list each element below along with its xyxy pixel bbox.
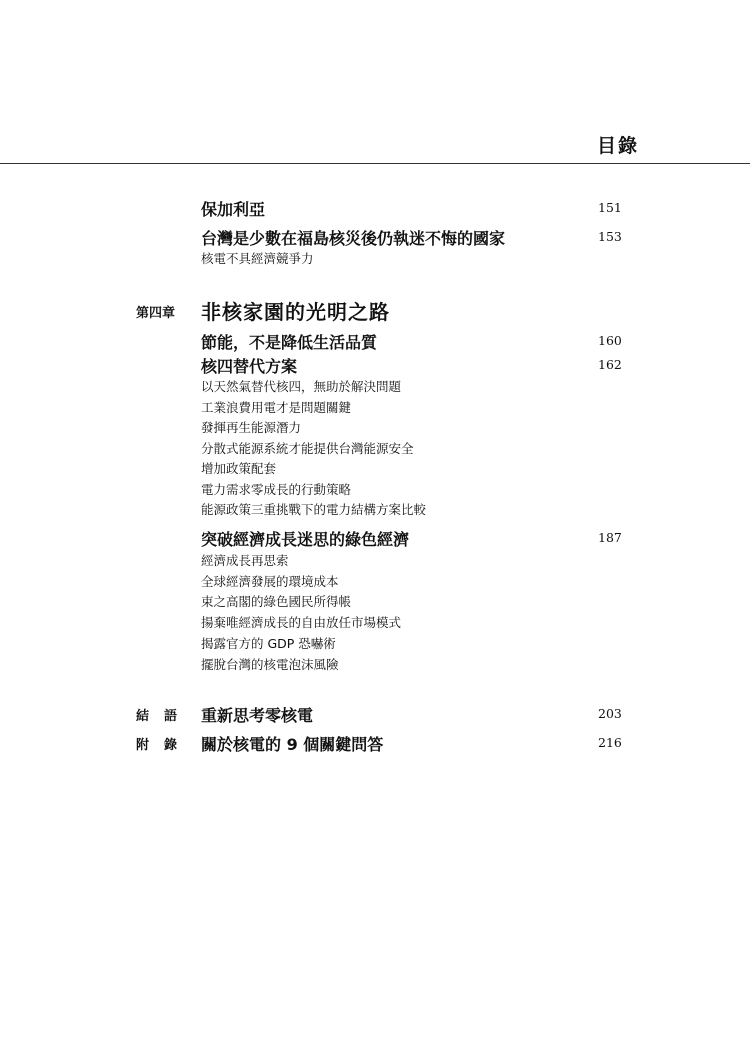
subentry-title: 分散式能源系統才能提供台灣能源安全 [201,441,414,456]
toc-subentry[interactable] [0,249,750,267]
page-number: 187 [598,530,622,545]
conclusion-label: 結語 [136,709,193,724]
toc-entry[interactable] [0,195,750,219]
chapter-heading[interactable] [0,294,750,324]
subentry-title: 經濟成長再思索 [201,553,289,568]
toc-subentry[interactable] [0,480,750,498]
page-number: 203 [598,706,622,721]
subentry-title: 全球經濟發展的環境成本 [201,574,339,589]
toc-entry[interactable] [0,224,750,248]
toc-subentry[interactable] [0,551,750,569]
chapter-title: 非核家園的光明之路 [201,300,390,324]
page-number: 160 [598,333,622,348]
appendix-label: 附錄 [136,738,193,753]
entry-title: 保加利亞 [201,200,266,219]
toc-subentry[interactable] [0,655,750,673]
subentry-title: 工業浪費用電才是問題關鍵 [201,400,352,415]
toc-subentry[interactable] [0,592,750,610]
conclusion-entry[interactable] [0,702,750,726]
entry-title: 關於核電的 9 個關鍵問答 [201,735,384,754]
toc-entry[interactable] [0,353,750,377]
page-number: 162 [598,357,622,372]
entry-title: 台灣是少數在福島核災後仍執迷不悔的國家 [201,229,506,248]
toc-subentry[interactable] [0,439,750,457]
appendix-entry[interactable] [0,731,750,755]
toc-entry[interactable] [0,526,750,550]
toc-subentry[interactable] [0,459,750,477]
entry-title: 核四替代方案 [201,357,298,376]
page-number: 153 [598,229,622,244]
subentry-title: 擺脫台灣的核電泡沫風險 [201,657,339,672]
toc-subentry[interactable] [0,398,750,416]
toc-subentry[interactable] [0,418,750,436]
page-number: 216 [598,735,622,750]
subentry-title: 增加政策配套 [201,461,277,476]
subentry-title: 電力需求零成長的行動策略 [201,482,352,497]
subentry-title: 揚棄唯經濟成長的自由放任市場模式 [201,615,402,630]
toc-subentry[interactable] [0,377,750,395]
chapter-label: 第四章 [136,306,176,321]
header-rule [0,163,750,164]
toc-header-title: 目錄 [596,135,639,157]
entry-title: 重新思考零核電 [201,706,314,725]
toc-subentry[interactable] [0,500,750,518]
toc-subentry[interactable] [0,634,750,652]
toc-subentry[interactable] [0,613,750,631]
toc-subentry[interactable] [0,572,750,590]
subentry-title: 揭露官方的 GDP 恐嚇術 [201,636,336,651]
entry-title: 節能，不是降低生活品質 [201,333,378,352]
subentry-title: 核電不具經濟競爭力 [201,251,314,266]
subentry-title: 發揮再生能源潛力 [201,420,302,435]
subentry-title: 以天然氣替代核四，無助於解決問題 [201,379,402,394]
entry-title: 突破經濟成長迷思的綠色經濟 [201,530,410,549]
subentry-title: 能源政策三重挑戰下的電力結構方案比較 [201,502,427,517]
page-number: 151 [598,200,622,215]
toc-entry[interactable] [0,329,750,353]
subentry-title: 束之高閣的綠色國民所得帳 [201,594,352,609]
